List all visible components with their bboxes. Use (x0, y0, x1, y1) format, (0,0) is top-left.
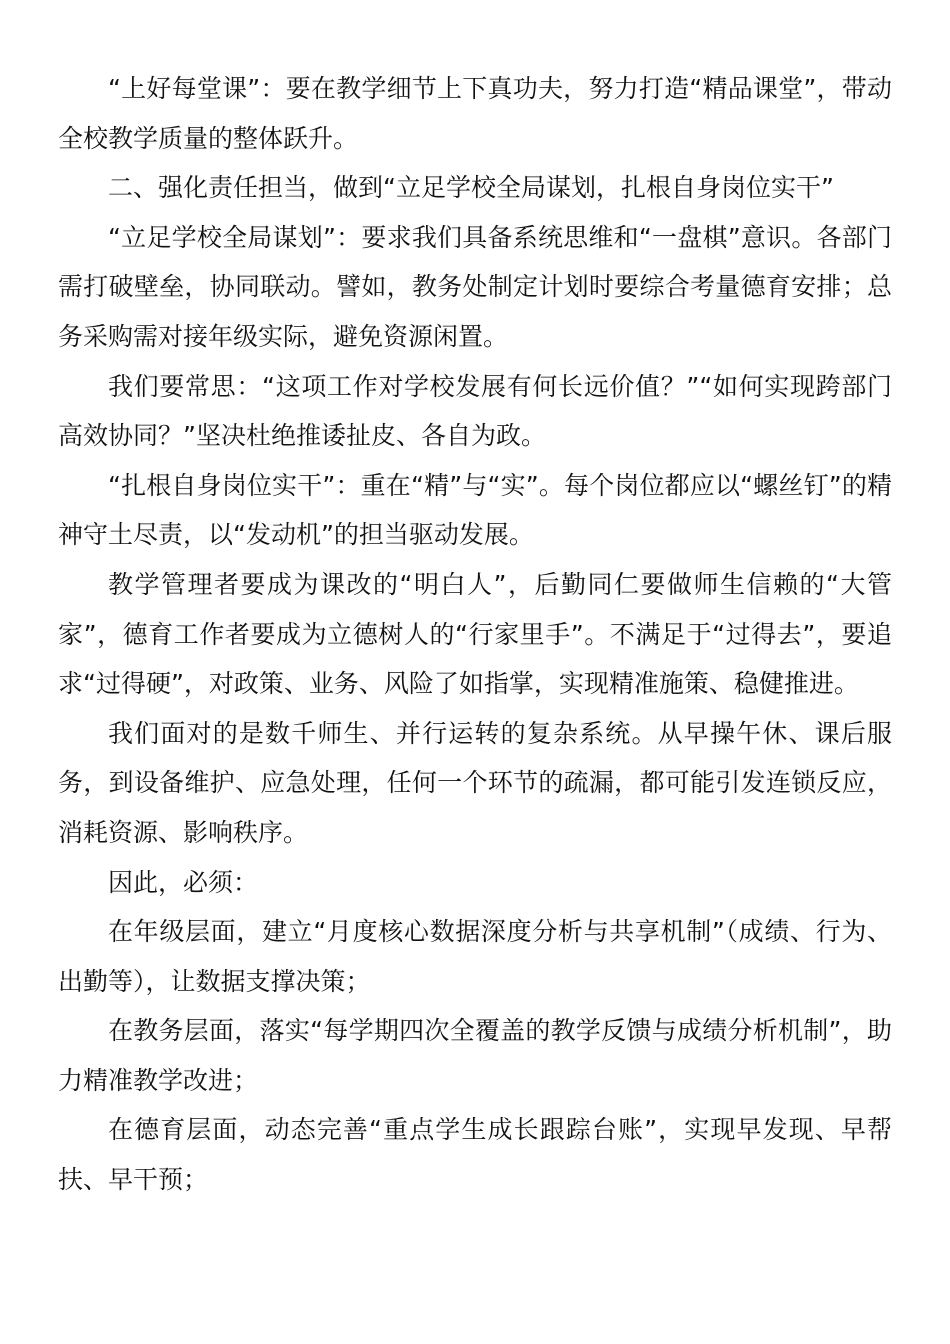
paragraph-3: “立足学校全局谋划”：要求我们具备系统思维和“一盘棋”意识。各部门需打破壁垒，协同联动。譬如，教务处制定计划时要综合考量德育安排；总务采购需对接年级实际，避免资源闲置。 (58, 222, 892, 351)
section-heading-2: 二、强化责任担当，做到“立足学校全局谋划，扎根自身岗位实干” (108, 173, 834, 203)
paragraph-4: 我们要常思：“这项工作对学校发展有何长远价值？”“如何实现跨部门高效协同？”坚决杜绝推诿扯皮、各自为政。 (58, 371, 892, 451)
paragraph-10: 在教务层面，落实“每学期四次全覆盖的教学反馈与成绩分析机制”，助力精准教学改进； (58, 1016, 892, 1095)
paragraph-9: 在年级层面，建立“月度核心数据深度分析与共享机制”（成绩、行为、出勤等），让数据支撑决策； (58, 917, 892, 996)
document-body (58, 64, 892, 1205)
paragraph-6: 教学管理者要成为课改的“明白人”，后勤同仁要做师生信赖的“大管家”，德育工作者要成为立德树人的“行家里手”。不满足于“过得去”，要追求“过得硬”，对政策、业务、风险了如指掌，实现精准施策、稳健推进。 (58, 569, 892, 699)
paragraph-5: “扎根自身岗位实干”：重在“精”与“实”。每个岗位都应以“螺丝钉”的精神守土尽责，以“发动机”的担当驱动发展。 (58, 470, 892, 550)
paragraph-11: 在德育层面，动态完善“重点学生成长跟踪台账”，实现早发现、早帮扶、早干预； (58, 1115, 892, 1195)
paragraph-8: 因此，必须： (108, 867, 259, 897)
paragraph-1: “上好每堂课”：要在教学细节上下真功夫，努力打造“精品课堂”，带动全校教学质量的整体跃升。 (58, 74, 892, 153)
paragraph-7: 我们面对的是数千师生、并行运转的复杂系统。从早操午休、课后服务，到设备维护、应急处理，任何一个环节的疏漏，都可能引发连锁反应，消耗资源、影响秩序。 (58, 718, 892, 847)
